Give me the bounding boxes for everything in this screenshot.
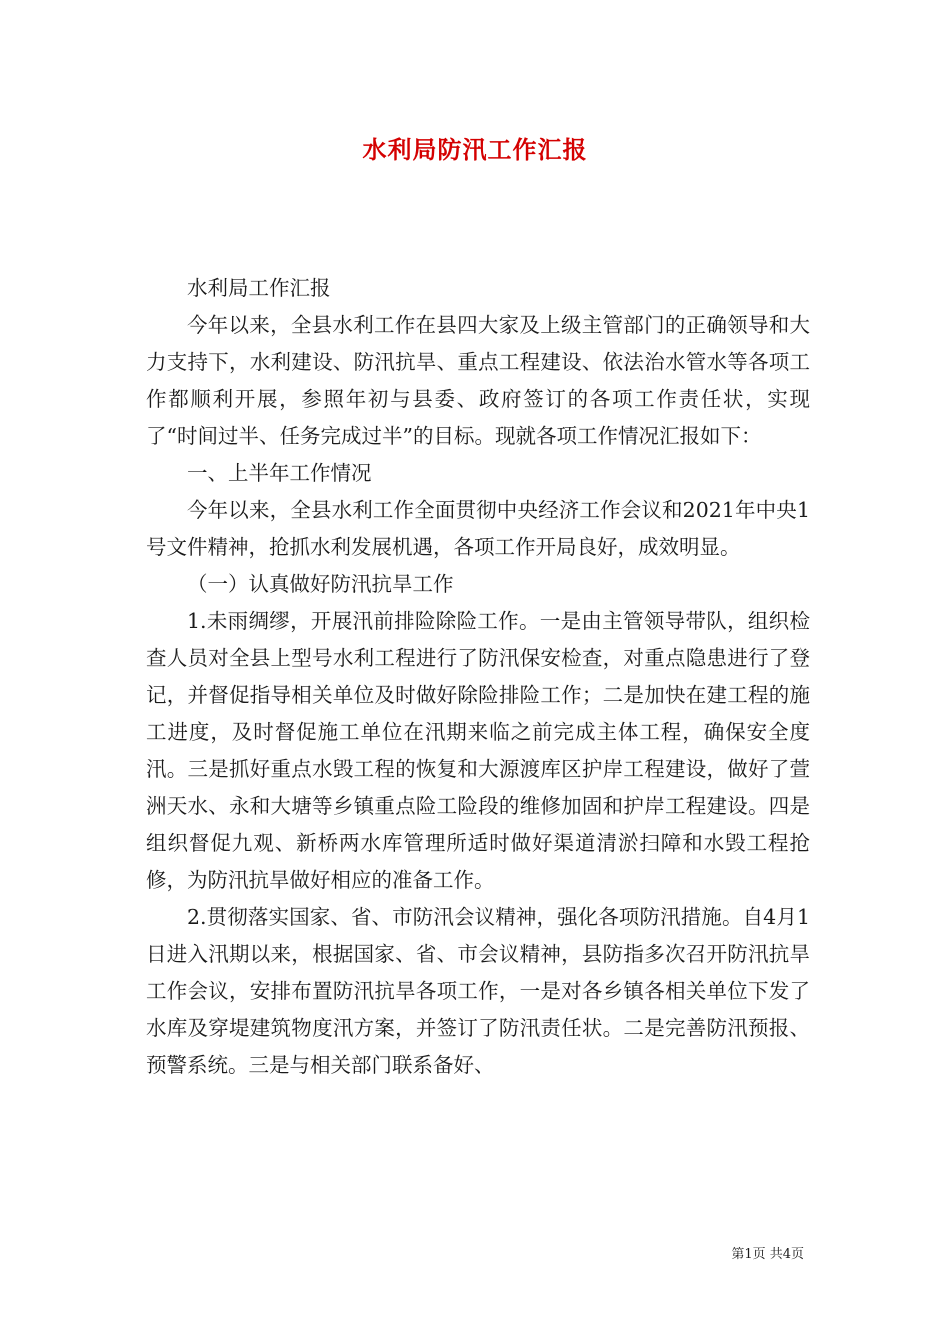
- document-title: 水利局防汛工作汇报: [362, 135, 588, 164]
- page-number-footer: 第1页 共4页: [731, 1247, 804, 1262]
- paragraph-intro: 今年以来，全县水利工作在县四大家及上级主管部门的正确领导和大力支持下，水利建设、防汛抗旱、重点工程建设、依法治水管水等各项工作都顺利开展，参照年初与县委、政府签订的各项工作责任状，实现了“时间过半、任务完成过半”的目标。现就各项工作情况汇报如下：: [146, 313, 810, 448]
- paragraph-report-heading: 水利局工作汇报: [187, 276, 331, 300]
- paragraph-item-2: 2.贯彻落实国家、省、市防汛会议精神，强化各项防汛措施。自4月1日进入汛期以来，根据国家、省、市会议精神，县防指多次召开防汛抗旱工作会议，安排布置防汛抗旱各项工作，一是对各乡镇各相关单位下发了水库及穿堤建筑物度汛方案，并签订了防汛责任状。二是完善防汛预报、预警系统。三是与相关部门联系备好、: [146, 905, 810, 1077]
- section-heading-first-half: 一、上半年工作情况: [187, 461, 372, 485]
- subsection-heading-flood-drought: （一）认真做好防汛抗旱工作: [187, 572, 454, 596]
- paragraph-overview: 今年以来，全县水利工作全面贯彻中央经济工作会议和2021年中央1号文件精神，抢抓水利发展机遇，各项工作开局良好，成效明显。: [146, 498, 810, 559]
- paragraph-item-1: 1.未雨绸缪，开展汛前排险除险工作。一是由主管领导带队，组织检查人员对全县上型号水利工程进行了防汛保安检查，对重点隐患进行了登记，并督促指导相关单位及时做好除险排险工作；二是加快在建工程的施工进度，及时督促施工单位在汛期来临之前完成主体工程，确保安全度汛。三是抓好重点水毁工程的恢复和大源渡库区护岸工程建设，做好了萱洲天水、永和大塘等乡镇重点险工险段的维修加固和护岸工程建设。四是组织督促九观、新桥两水库管理所适时做好渠道清淤扫障和水毁工程抢修，为防汛抗旱做好相应的准备工作。: [146, 609, 810, 892]
- document-body: [146, 270, 810, 1084]
